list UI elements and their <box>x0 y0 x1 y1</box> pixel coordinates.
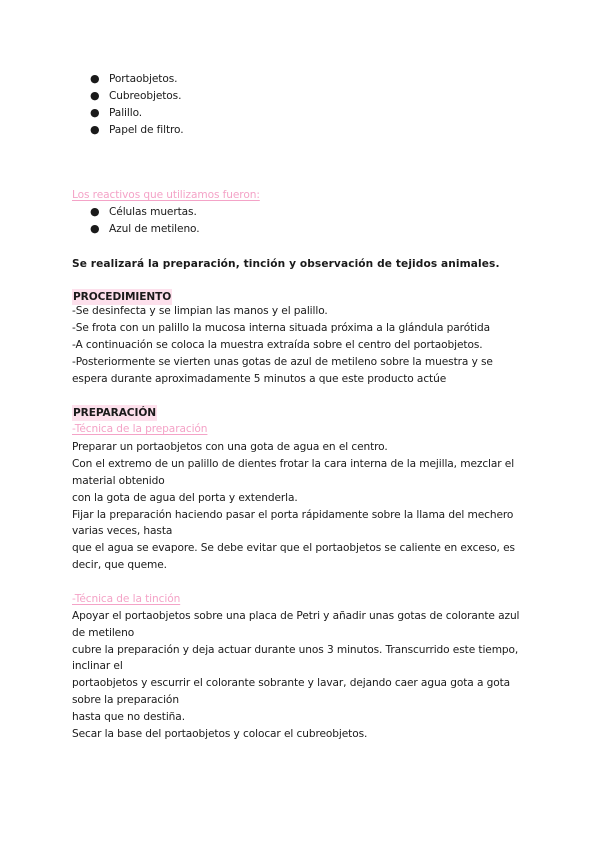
procedimiento-line: espera durante aproximadamente 5 minutos a que este producto actúe <box>72 373 447 385</box>
tincion-line: inclinar el <box>72 660 123 672</box>
preparacion-heading: PREPARACIÓN <box>73 407 156 419</box>
bullet-icon: ● <box>90 205 100 218</box>
reactivo-item: Células muertas. <box>109 206 197 218</box>
bullet-icon: ● <box>90 89 100 102</box>
preparacion-subheading: -Técnica de la preparación <box>72 423 208 435</box>
material-item: Palillo. <box>109 107 143 119</box>
reactivo-item: Azul de metileno. <box>109 223 200 235</box>
tincion-line: de metileno <box>72 627 135 639</box>
bullet-icon: ● <box>90 106 100 119</box>
preparacion-line: Fijar la preparación haciendo pasar el porta rápidamente sobre la llama del mechero <box>72 509 514 521</box>
preparacion-line: material obtenido <box>72 475 165 487</box>
tincion-line: Secar la base del portaobjetos y colocar el cubreobjetos. <box>72 728 368 740</box>
tincion-line: sobre la preparación <box>72 694 179 706</box>
material-item: Cubreobjetos. <box>109 90 182 102</box>
bullet-icon: ● <box>90 72 100 85</box>
material-item: Portaobjetos. <box>109 73 178 85</box>
procedimiento-line: -Posteriormente se vierten unas gotas de azul de metileno sobre la muestra y se <box>72 356 493 368</box>
tincion-line: hasta que no destiña. <box>72 711 185 723</box>
reactivos-heading: Los reactivos que utilizamos fueron: <box>72 189 260 201</box>
procedimiento-line: -A continuación se coloca la muestra extraída sobre el centro del portaobjetos. <box>72 339 483 351</box>
preparacion-line: decir, que queme. <box>72 559 167 571</box>
bullet-icon: ● <box>90 123 100 136</box>
procedimiento-line: -Se frota con un palillo la mucosa interna situada próxima a la glándula parótida <box>72 322 491 334</box>
material-item: Papel de filtro. <box>109 124 184 136</box>
procedimiento-line: -Se desinfecta y se limpian las manos y el palillo. <box>72 305 328 317</box>
procedimiento-heading: PROCEDIMIENTO <box>73 291 172 303</box>
tincion-line: Apoyar el portaobjetos sobre una placa de Petri y añadir unas gotas de colorante azul <box>72 610 520 622</box>
tincion-line: cubre la preparación y deja actuar durante unos 3 minutos. Transcurrido este tiempo, <box>72 644 519 656</box>
tincion-subheading: -Técnica de la tinción <box>72 593 181 605</box>
preparacion-line: con la gota de agua del porta y extenderla. <box>72 492 298 504</box>
tincion-line: portaobjetos y escurrir el colorante sobrante y lavar, dejando caer agua gota a gota <box>72 677 511 689</box>
preparacion-line: varias veces, hasta <box>72 525 173 537</box>
statement: Se realizará la preparación, tinción y observación de tejidos animales. <box>72 258 500 270</box>
preparacion-line: que el agua se evapore. Se debe evitar que el portaobjetos se caliente en exceso, es <box>72 542 515 554</box>
preparacion-line: Con el extremo de un palillo de dientes frotar la cara interna de la mejilla, mezclar el <box>72 458 515 470</box>
bullet-icon: ● <box>90 222 100 235</box>
preparacion-line: Preparar un portaobjetos con una gota de agua en el centro. <box>72 441 388 453</box>
